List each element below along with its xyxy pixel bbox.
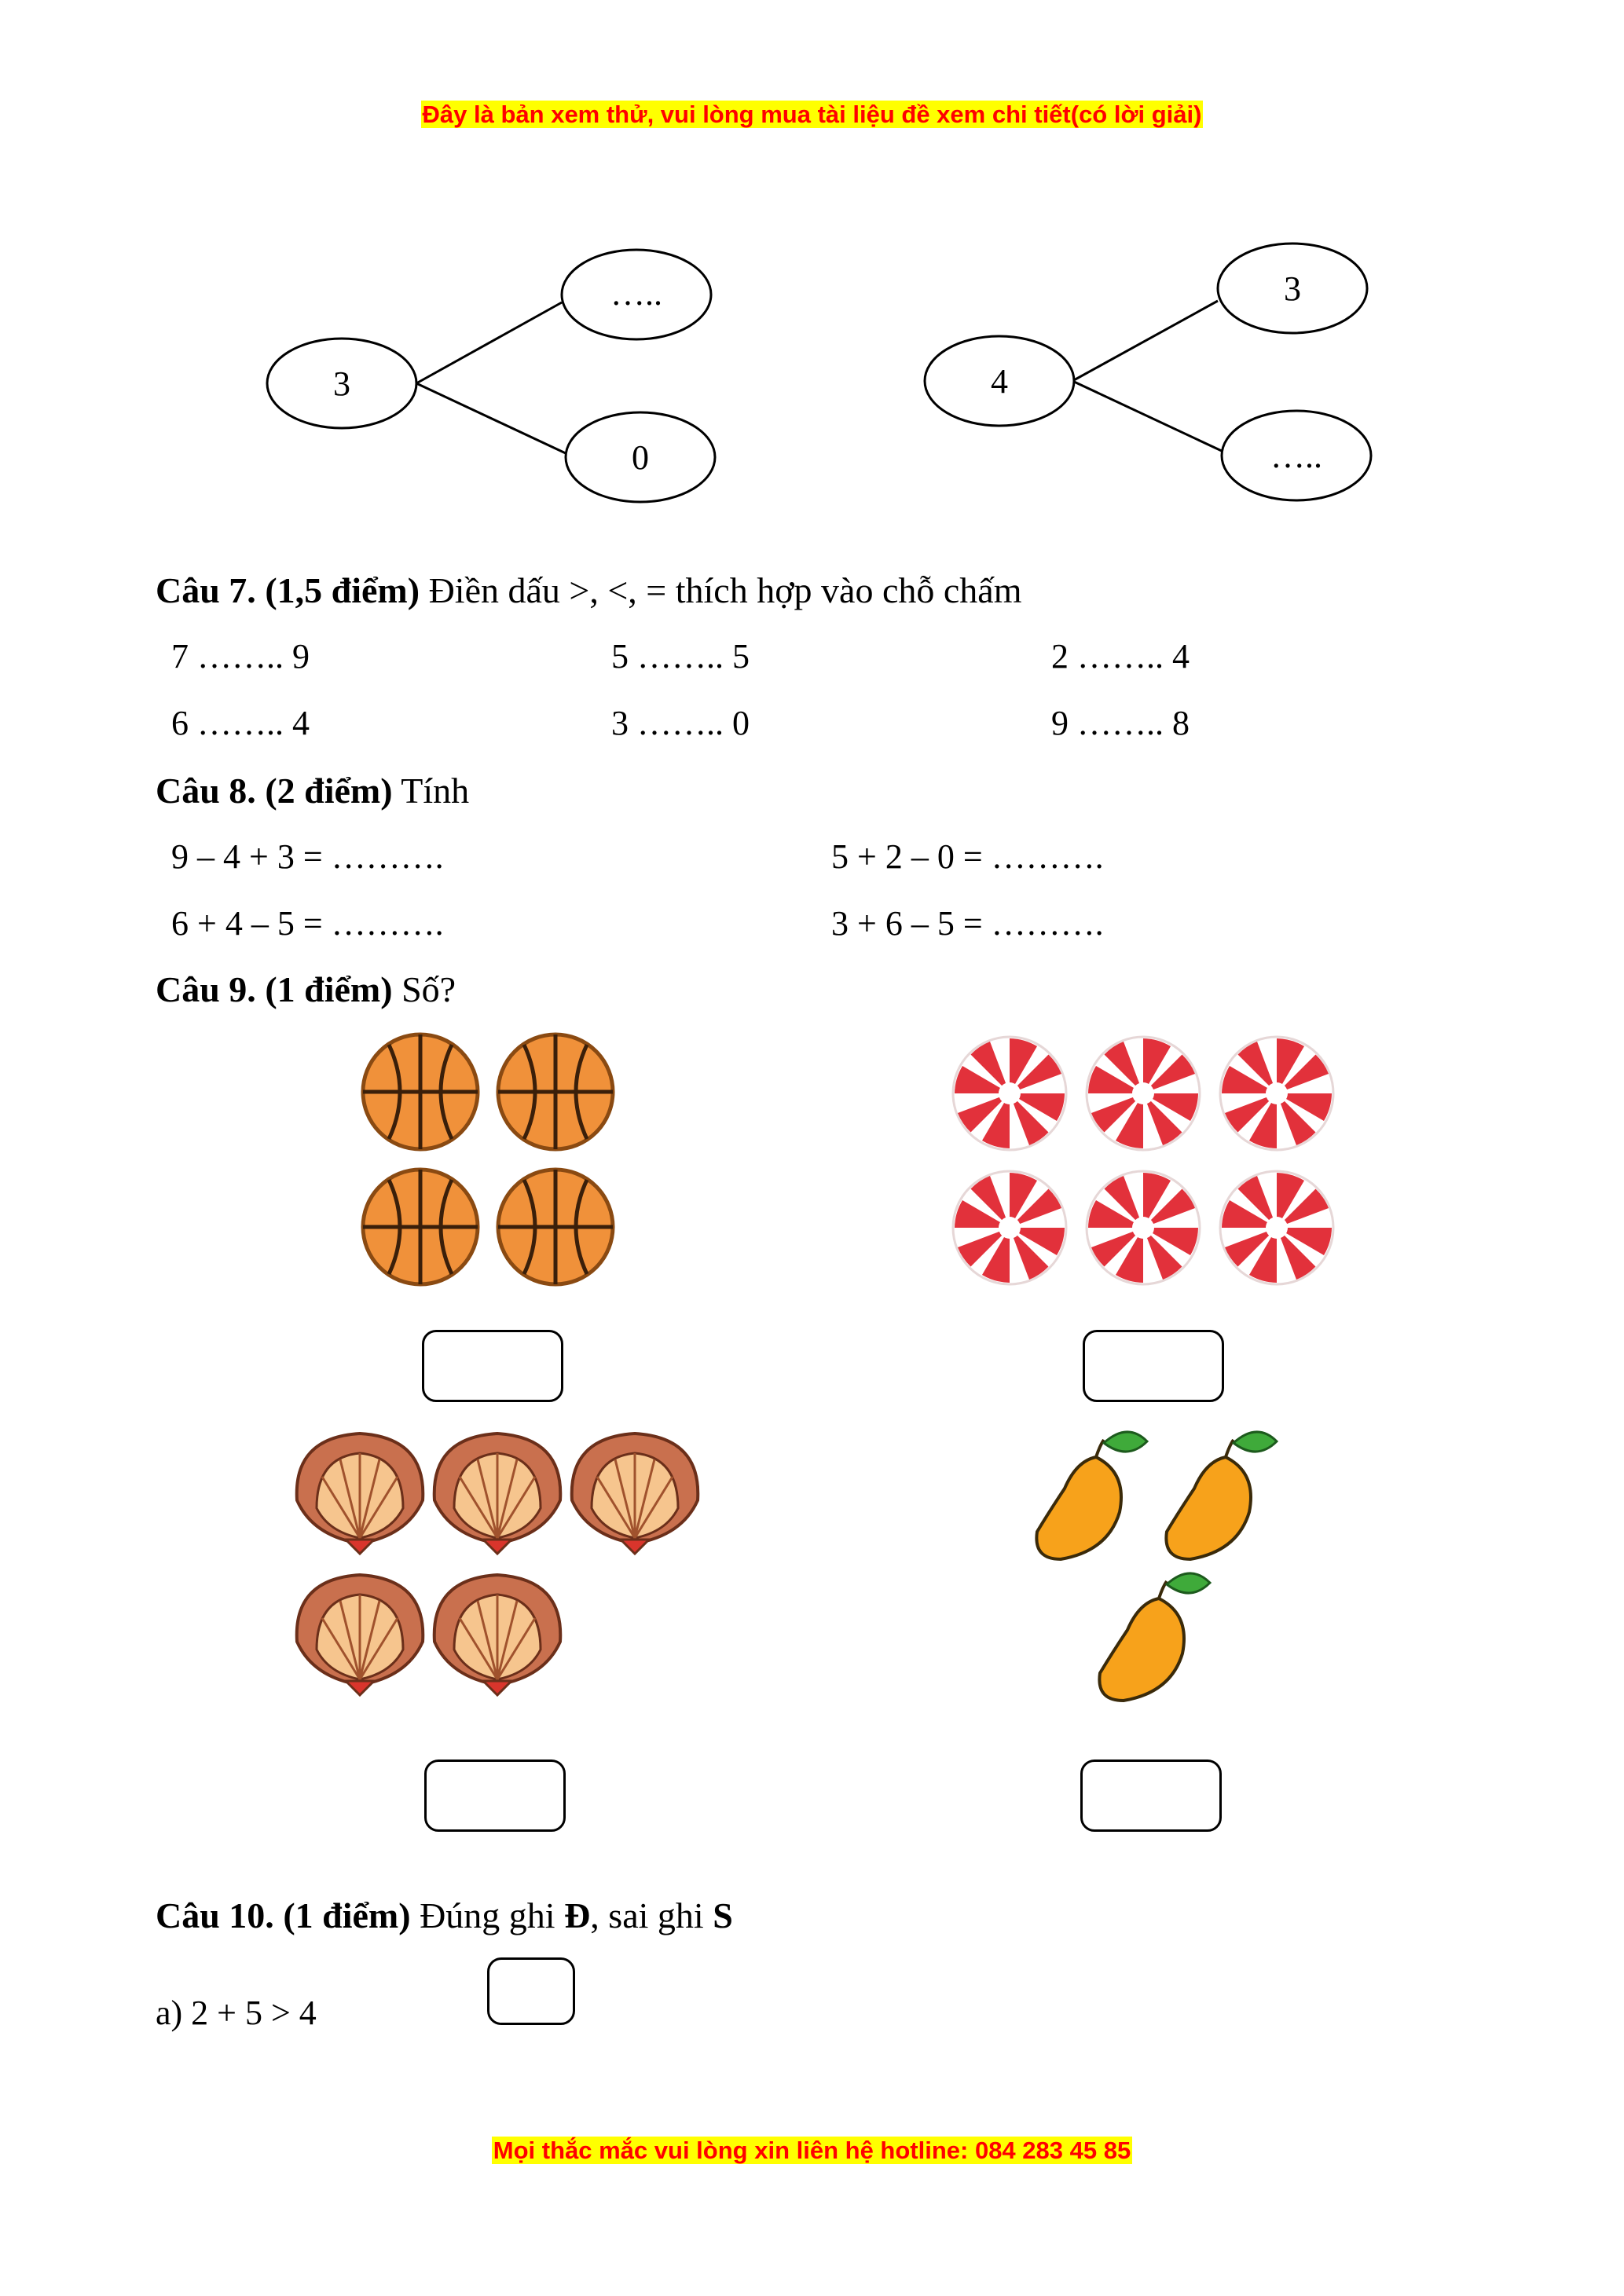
seashell-icon — [434, 1575, 561, 1695]
mango-group — [1036, 1432, 1277, 1701]
tree-2-root-value: 4 — [991, 362, 1008, 401]
answer-box-mangoes[interactable] — [1080, 1760, 1222, 1832]
q10-heading: Câu 10. (1 điểm) Đúng ghi Đ, sai ghi S — [156, 1895, 733, 1935]
seashell-icon — [297, 1434, 423, 1554]
q8-heading: Câu 8. (2 điểm) Tính — [156, 771, 470, 811]
header-banner: Đây là bản xem thử, vui lòng mua tài liệu đề xem chi tiết(có lời giải) — [422, 101, 1202, 128]
peppermint-candy-icon — [1220, 1037, 1333, 1150]
seashell-icon — [572, 1434, 698, 1554]
peppermint-candy-icon — [953, 1037, 1066, 1150]
peppermint-candy-icon — [1220, 1171, 1333, 1284]
footer-banner: Mọi thắc mắc vui lòng xin liên hệ hotline: 084 283 45 85 — [493, 2137, 1131, 2164]
number-tree-2 — [925, 244, 1371, 500]
mango-icon — [1099, 1573, 1210, 1701]
candy-group — [953, 1037, 1333, 1284]
q7-item[interactable]: 3 …….. 0 — [611, 704, 750, 742]
q8-item[interactable]: 5 + 2 – 0 = ………. — [831, 837, 1104, 876]
number-trees — [0, 0, 1624, 550]
q7-item[interactable]: 2 …….. 4 — [1051, 637, 1190, 676]
mango-icon — [1166, 1432, 1277, 1559]
q10-answer-box-a[interactable] — [487, 1957, 575, 2025]
number-tree-1 — [267, 250, 715, 502]
basketball-icon — [498, 1034, 613, 1149]
basketball-icon — [363, 1170, 478, 1284]
tree-2-top-value: 3 — [1284, 269, 1301, 308]
seashell-group — [297, 1434, 698, 1695]
seashell-icon — [434, 1434, 561, 1554]
q8-item[interactable]: 6 + 4 – 5 = ………. — [171, 904, 444, 943]
answer-box-shells[interactable] — [424, 1760, 566, 1832]
q7-item[interactable]: 9 …….. 8 — [1051, 704, 1190, 742]
q8-item[interactable]: 9 – 4 + 3 = ………. — [171, 837, 444, 876]
answer-box-candies[interactable] — [1083, 1330, 1224, 1402]
basketball-icon — [363, 1034, 478, 1149]
q9-heading: Câu 9. (1 điểm) Số? — [156, 969, 456, 1009]
q7-heading: Câu 7. (1,5 điểm) Điền dấu >, <, = thích hợp vào chỗ chấm — [156, 570, 1022, 610]
tree-1-top-value: ….. — [610, 274, 662, 313]
q7-item[interactable]: 5 …….. 5 — [611, 637, 750, 676]
peppermint-candy-icon — [1087, 1171, 1200, 1284]
peppermint-candy-icon — [953, 1171, 1066, 1284]
q7-item[interactable]: 6 …….. 4 — [171, 704, 310, 742]
peppermint-candy-icon — [1087, 1037, 1200, 1150]
seashell-icon — [297, 1575, 423, 1695]
tree-1-root-value: 3 — [333, 364, 350, 403]
q7-item[interactable]: 7 …….. 9 — [171, 637, 310, 676]
q8-item[interactable]: 3 + 6 – 5 = ………. — [831, 904, 1104, 943]
basketball-icon — [498, 1170, 613, 1284]
basketball-group — [363, 1034, 613, 1284]
tree-1-bottom-value: 0 — [632, 438, 649, 477]
mango-icon — [1036, 1432, 1147, 1559]
tree-2-bottom-value: ….. — [1270, 437, 1322, 475]
q10-item-a: a) 2 + 5 > 4 — [156, 1994, 317, 2032]
answer-box-basketballs[interactable] — [422, 1330, 563, 1402]
